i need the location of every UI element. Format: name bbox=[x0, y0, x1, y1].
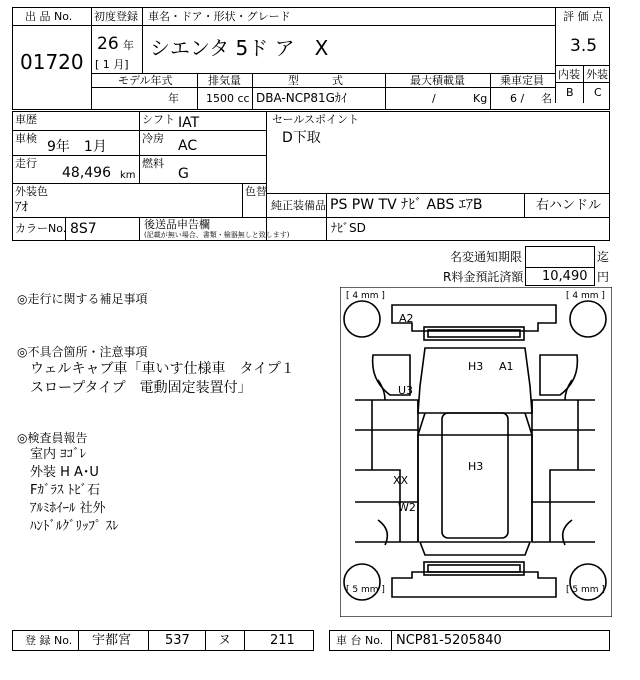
max-load-label: 最大積載量 bbox=[410, 74, 465, 87]
max-load-slash: / bbox=[432, 92, 436, 105]
displacement-label: 排気量 bbox=[208, 74, 241, 87]
aftermarket-note: (記載が無い場合、書類・檢器無しと致します) bbox=[144, 231, 290, 239]
tire-front-left-depth: [ 4 mm ] bbox=[346, 291, 385, 301]
type-label: 型 式 bbox=[288, 74, 343, 87]
steering-value: 右ハンドル bbox=[536, 198, 602, 213]
chassis-value: NCP81-5205840 bbox=[396, 633, 502, 648]
name-change-field bbox=[525, 246, 595, 268]
lot-no-label: 出 品 No. bbox=[25, 10, 73, 23]
model-year-value: 年 bbox=[168, 92, 179, 105]
damage-mark-xx: XX bbox=[393, 474, 409, 487]
damage-mark-a1: A1 bbox=[499, 360, 514, 373]
aircon-label: 冷房 bbox=[142, 132, 164, 145]
color-change-label: 色替 bbox=[245, 185, 267, 198]
capacity-value: 6 / bbox=[510, 92, 525, 105]
tire-rear-right-depth: [ 5 mm ] bbox=[566, 585, 605, 595]
reg-number: 211 bbox=[270, 633, 295, 648]
first-reg-label: 初度登録 bbox=[94, 10, 138, 23]
reg-no-label: 登 録 No. bbox=[25, 634, 73, 647]
damage-mark-h3-hood: H3 bbox=[468, 360, 484, 373]
name-change-unit: 迄 bbox=[597, 250, 610, 264]
mileage-unit: km bbox=[120, 170, 136, 181]
reg-class: 537 bbox=[165, 633, 190, 648]
aftermarket-label: 後送品申告欄 bbox=[144, 218, 210, 231]
driving-heading: ◎走行に関する補足事項 bbox=[17, 292, 148, 306]
exterior-label: 外装 bbox=[586, 68, 608, 81]
model-name: シエンタ 5ド ア X bbox=[150, 36, 329, 60]
defects-line-2: スロープタイプ 電動固定装置付」 bbox=[30, 380, 252, 396]
chassis-label: 車 台 No. bbox=[336, 634, 384, 647]
defects-heading: ◎不具合箇所・注意事項 bbox=[17, 345, 148, 359]
exterior-color-label: 外装色 bbox=[15, 185, 48, 198]
aftermarket-value: ﾅﾋﾞSD bbox=[331, 221, 366, 235]
mileage-label: 走行 bbox=[15, 157, 37, 170]
car-damage-diagram bbox=[340, 287, 612, 617]
recycle-value: 10,490 bbox=[542, 269, 588, 284]
inspector-line: Fｶﾞﾗｽ ﾄﾋﾞ石 bbox=[30, 483, 101, 498]
history-label: 車歴 bbox=[15, 113, 37, 126]
damage-mark-h3-roof: H3 bbox=[468, 460, 484, 473]
exterior-grade: C bbox=[594, 86, 602, 99]
max-load-unit: Kg bbox=[473, 92, 488, 105]
score-label: 評 価 点 bbox=[563, 10, 603, 23]
damage-mark-w2: W2 bbox=[398, 501, 416, 514]
sales-point-value: D下取 bbox=[282, 130, 321, 146]
shift-value: IAT bbox=[178, 115, 200, 131]
first-reg-year: 26 bbox=[97, 34, 119, 54]
genuine-equipment-label: 純正装備品 bbox=[271, 199, 326, 212]
inspection-label: 車検 bbox=[15, 132, 37, 145]
color-no-value: 8S7 bbox=[70, 221, 97, 237]
inspection-value: 9年 1月 bbox=[47, 139, 107, 155]
inspector-line: 室内 ﾖｺﾞﾚ bbox=[30, 447, 87, 462]
inspector-heading: ◎検査員報告 bbox=[17, 431, 88, 445]
lot-no: 01720 bbox=[20, 50, 84, 74]
tire-front-right-depth: [ 4 mm ] bbox=[566, 291, 605, 301]
sales-point-label: セールスポイント bbox=[272, 113, 360, 126]
name-change-label: 名変通知期限 bbox=[450, 250, 523, 264]
type-value: DBA-NCP81Gｶｲ bbox=[256, 91, 347, 105]
inspector-line: ｱﾙﾐﾎｲｰﾙ 社外 bbox=[30, 501, 106, 516]
damage-mark-u3: U3 bbox=[398, 384, 414, 397]
reg-kana: ヌ bbox=[218, 633, 232, 648]
interior-grade: B bbox=[566, 86, 574, 99]
model-year-label: モデル年式 bbox=[118, 74, 173, 87]
score: 3.5 bbox=[570, 36, 598, 56]
displacement-value: 1500 cc bbox=[206, 92, 250, 105]
inspector-line: ﾊﾝﾄﾞﾙｸﾞﾘｯﾌﾟ ｽﾚ bbox=[30, 519, 119, 534]
first-reg-month: [ 1 月] bbox=[95, 58, 129, 71]
first-reg-year-unit: 年 bbox=[123, 39, 134, 52]
color-no-label: カラーNo. bbox=[15, 222, 67, 235]
interior-label: 内装 bbox=[558, 68, 580, 81]
defects-line-1: ウェルキャブ車「車いす仕様車 タイプ１ bbox=[30, 361, 295, 377]
recycle-unit: 円 bbox=[597, 270, 610, 284]
capacity-label: 乗車定員 bbox=[500, 74, 544, 87]
reg-area: 宇都宮 bbox=[92, 633, 132, 648]
damage-mark-a2: A2 bbox=[399, 312, 414, 325]
recycle-label: R料金預託済額 bbox=[443, 270, 524, 284]
mileage-value: 48,496 bbox=[62, 165, 111, 181]
equipment-value: PS PW TV ﾅﾋﾞ ABS ｴｱB bbox=[330, 197, 483, 213]
capacity-unit: 名 bbox=[541, 92, 552, 105]
inspector-line: 外装 H A･U bbox=[30, 465, 99, 480]
model-name-label: 車名・ドア・形状・グレード bbox=[148, 10, 291, 23]
fuel-value: G bbox=[178, 166, 189, 182]
shift-label: シフト bbox=[142, 113, 175, 126]
aircon-value: AC bbox=[178, 138, 198, 154]
exterior-color-value: ｱｵ bbox=[15, 200, 28, 215]
fuel-label: 燃料 bbox=[142, 157, 164, 170]
tire-rear-left-depth: [ 5 mm ] bbox=[346, 585, 385, 595]
